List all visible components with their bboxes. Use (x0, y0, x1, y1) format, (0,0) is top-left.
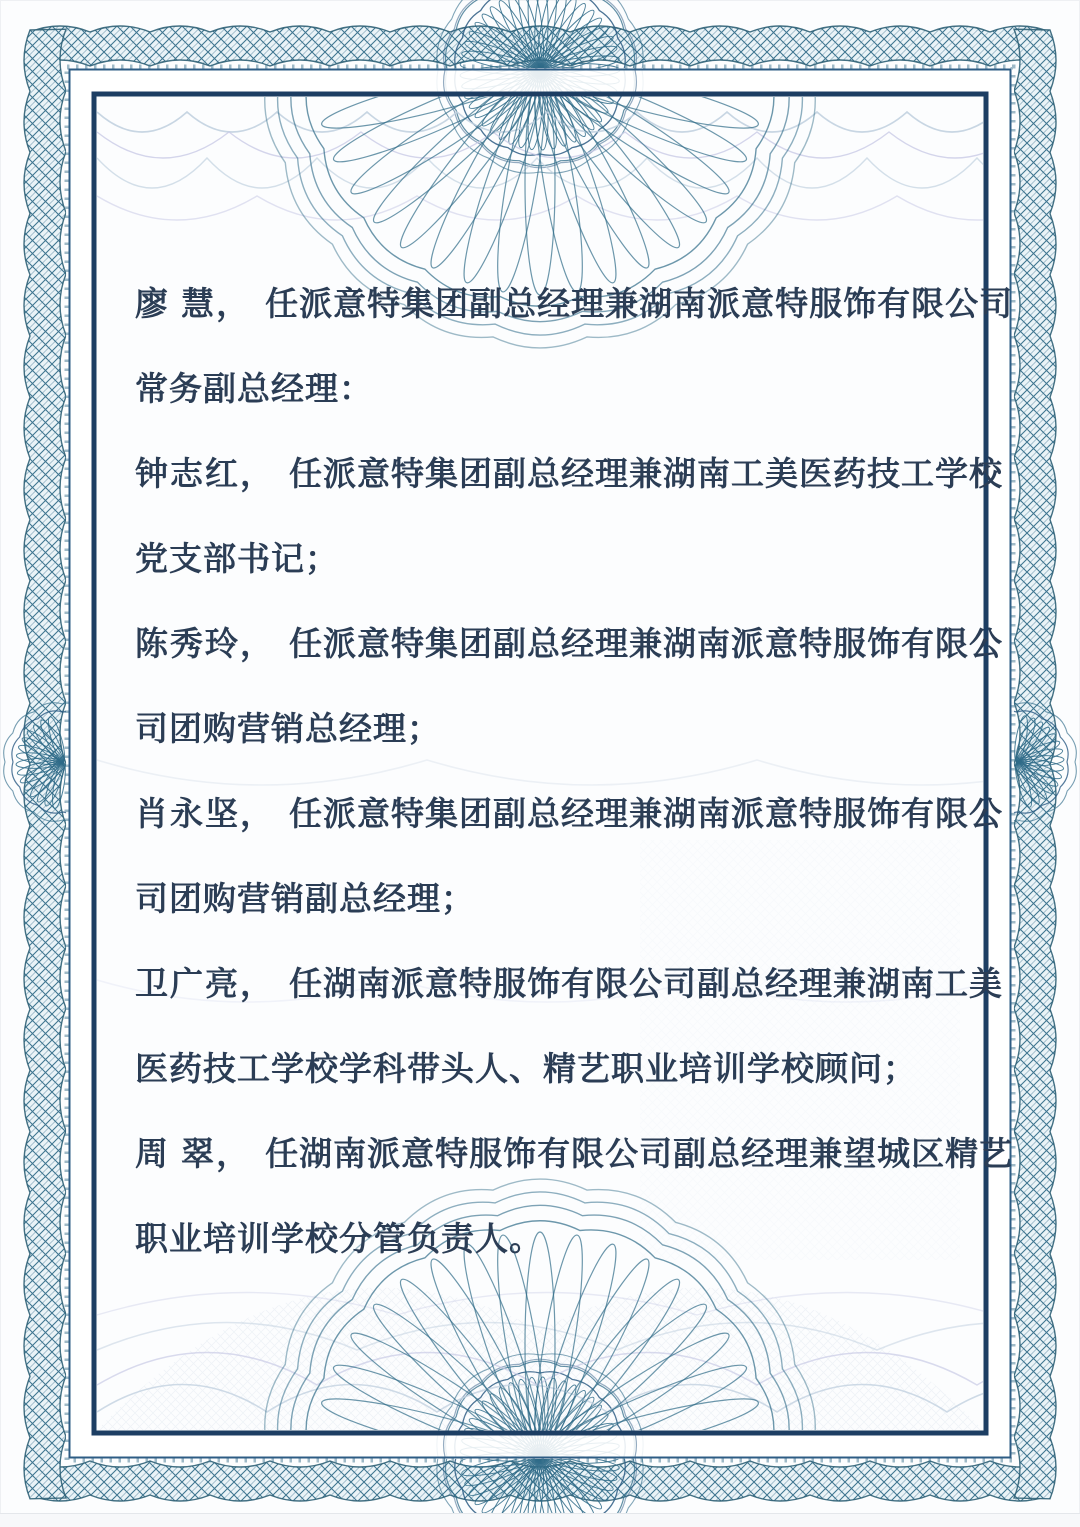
appointment-line-continued: 司团购营销副总经理； (135, 880, 475, 917)
appointment-text: 任湖南派意特服饰有限公司副总经理兼望城区精艺 (265, 1135, 1014, 1172)
appointment-entry (135, 259, 1013, 429)
appointment-entry (135, 1109, 1013, 1279)
photo-bottom-edge (0, 1513, 1080, 1527)
person-name: 陈秀玲， (135, 625, 275, 662)
appointment-entry (135, 429, 1013, 599)
appointment-text: 任派意特集团副总经理兼湖南工美医药技工学校 (289, 455, 1003, 492)
appointment-line-continued: 医药技工学校学科带头人、精艺职业培训学校顾问； (135, 1050, 917, 1087)
appointment-line-continued: 常务副总经理： (135, 370, 373, 407)
person-name: 廖 慧， (135, 285, 252, 322)
appointment-line-continued: 党支部书记； (135, 540, 339, 577)
person-name: 卫广亮， (135, 965, 275, 1002)
appointment-line (135, 939, 1013, 1024)
appointment-line (135, 1109, 1013, 1194)
appointment-line (135, 769, 1013, 854)
appointment-entry (135, 769, 1013, 939)
appointment-text: 任派意特集团副总经理兼湖南派意特服饰有限公 (289, 795, 1003, 832)
appointment-line (135, 259, 1013, 344)
person-name: 周 翠， (135, 1135, 252, 1172)
appointment-list (135, 259, 1013, 1279)
appointment-line-continued: 司团购营销总经理； (135, 710, 441, 747)
appointment-text: 任派意特集团副总经理兼湖南派意特服饰有限公 (289, 625, 1003, 662)
appointment-text: 任派意特集团副总经理兼湖南派意特服饰有限公司 (265, 285, 1014, 322)
person-name: 肖永坚， (135, 795, 275, 832)
appointment-line (135, 599, 1013, 684)
appointment-text: 任湖南派意特服饰有限公司副总经理兼湖南工美 (289, 965, 1003, 1002)
appointment-entry (135, 939, 1013, 1109)
appointment-entry (135, 599, 1013, 769)
person-name: 钟志红， (135, 455, 275, 492)
appointment-line-continued: 职业培训学校分管负责人。 (135, 1220, 543, 1257)
appointment-line (135, 429, 1013, 514)
